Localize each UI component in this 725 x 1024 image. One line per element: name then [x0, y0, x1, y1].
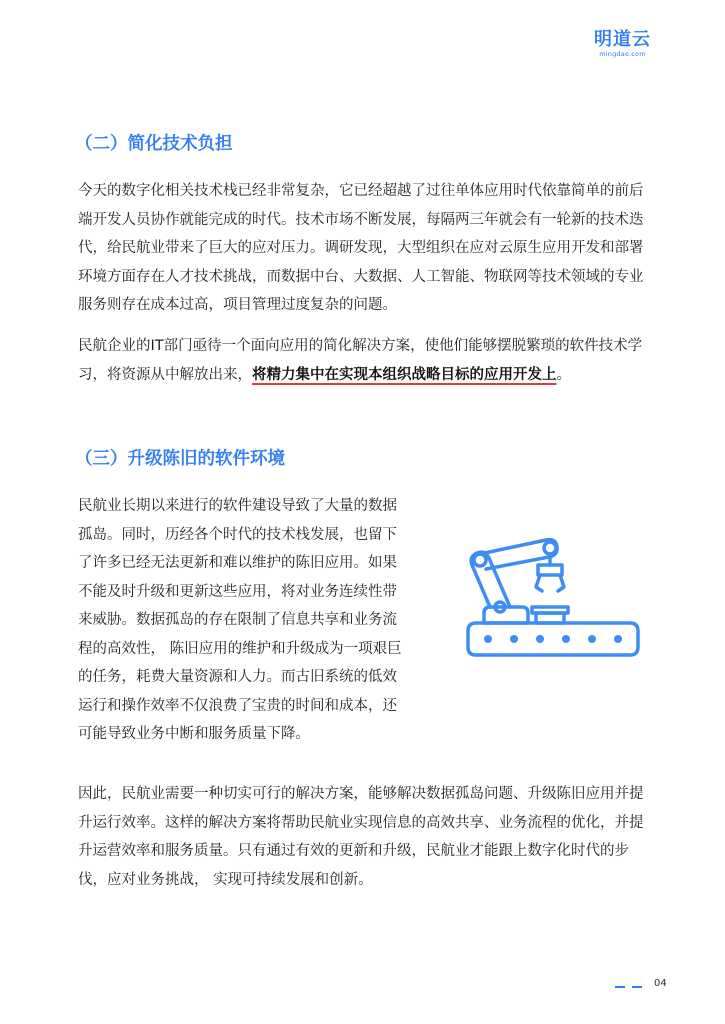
page-number: 04 [654, 978, 667, 989]
paragraph-conclusion: 因此，民航业需要一种切实可行的解决方案，能够解决数据孤岛问题、升级陈旧应用并提升运行效率。这样的解决方案将帮助民航业实现信息的高效共享、业务流程的优化，并提升运营效率和服务质量。只有通过有效的更新和升级，民航业才能跟上数字化时代的步伐，应对业务挑战， 实现可持续发展和创新。 [78, 786, 644, 888]
highlight-text: 将精力集中在实现本组织战略目标的应用开发上 [252, 366, 557, 383]
footer-dash [615, 986, 625, 988]
paragraph-it-end: 。 [556, 366, 571, 383]
paragraph-it-text: 民航企业的IT部门亟待一个面向应用的简化解决方案，使他们能够摆脱繁琐的软件技术学习，将资源从中解放出来， [78, 338, 643, 383]
section-heading-simplify: （二）简化技术负担 [75, 134, 233, 154]
footer-dash [632, 986, 642, 988]
paragraph-data-silos: 民航业长期以来进行的软件建设导致了大量的数据孤岛。同时，历经各个时代的技术栈发展，也留下了许多已经无法更新和难以维护的陈旧应用。如果不能及时升级和更新这些应用，将对业务连续性带来威胁。数据孤岛的存在限制了信息共享和业务流程的高效性， 陈旧应用的维护和升级成为一项艰巨的任务，耗费大量资源和人力。而古旧系统的低效运行和操作效率不仅浪费了宝贵的时间和成本，还可能导致业务中断和服务质量下降。 [78, 498, 402, 742]
brand-name: 明道云 [594, 29, 651, 50]
brand-logo [594, 30, 651, 58]
brand-domain: mingdao.com [599, 50, 646, 58]
paragraph-tech-stack: 今天的数字化相关技术栈已经非常复杂，它已经超越了过往单体应用时代依靠简单的前后端开发人员协作就能完成的时代。技术市场不断发展，每隔两三年就会有一轮新的技术迭代，给民航业带来了巨大的应对压力。调研发现，大型组织在应对云原生应用开发和部署环境方面存在人才技术挑战，而数据中台、大数据、人工智能、物联网等技术领域的专业服务则存在成本过高，项目管理过度复杂的问题。 [78, 183, 644, 313]
paragraph-it-department [78, 332, 648, 389]
section-heading-upgrade: （三）升级陈旧的软件环境 [75, 449, 285, 469]
robot-arm-conveyor-icon [464, 535, 642, 663]
